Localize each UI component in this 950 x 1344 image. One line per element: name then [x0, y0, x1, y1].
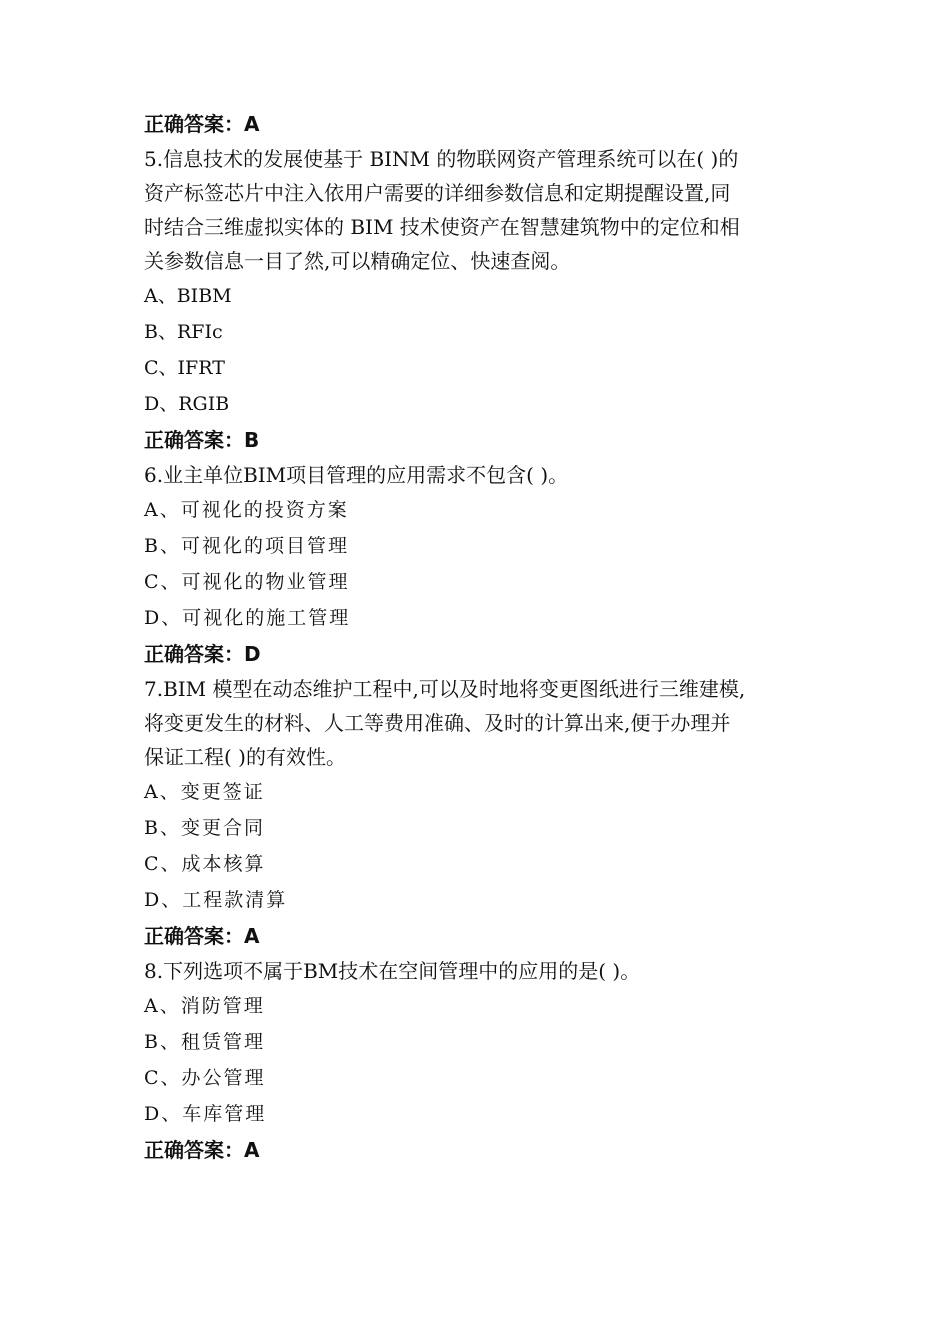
answer-option: C、办公管理 — [144, 1067, 266, 1089]
answer-option: D、工程款清算 — [144, 889, 288, 911]
question-stem-line: 6.业主单位BIM项目管理的应用需求不包含( )。 — [144, 463, 569, 487]
question-stem — [144, 954, 824, 988]
question-stem — [144, 142, 824, 278]
question-stem-line: 5.信息技术的发展使基于 BINM 的物联网资产管理系统可以在( )的 — [144, 147, 739, 171]
question-stem-line: 7.BIM 模型在动态维护工程中,可以及时地将变更图纸进行三维建模, — [144, 677, 746, 701]
answer-option: A、消防管理 — [144, 995, 265, 1017]
answer-option: B、变更合同 — [144, 817, 265, 839]
answer-option: B、租赁管理 — [144, 1031, 265, 1053]
correct-answer: 正确答案：D — [144, 642, 261, 666]
answer-option: C、成本核算 — [144, 853, 266, 875]
answer-option: A、变更签证 — [144, 781, 265, 803]
question-stem-line: 8.下列选项不属于BM技术在空间管理中的应用的是( )。 — [144, 959, 641, 983]
answer-option: C、IFRT — [144, 357, 225, 379]
question-stem — [144, 458, 824, 492]
correct-answer: 正确答案：A — [144, 924, 260, 948]
question-stem-line: 保证工程( )的有效性。 — [144, 745, 346, 769]
question-stem-line: 资产标签芯片中注入依用户需要的详细参数信息和定期提醒设置,同 — [144, 181, 731, 205]
question-stem-line: 关参数信息一目了然,可以精确定位、快速查阅。 — [144, 249, 571, 273]
answer-option: C、可视化的物业管理 — [144, 571, 350, 593]
question-stem — [144, 672, 824, 774]
answer-option: A、BIBM — [144, 285, 232, 307]
correct-answer: 正确答案：A — [144, 1138, 260, 1162]
document-page — [144, 106, 824, 1168]
answer-option: D、RGIB — [144, 393, 230, 415]
question-stem-line: 将变更发生的材料、人工等费用准确、及时的计算出来,便于办理并 — [144, 711, 731, 735]
answer-option: D、可视化的施工管理 — [144, 607, 351, 629]
correct-answer: 正确答案：A — [144, 112, 260, 136]
answer-option: A、可视化的投资方案 — [144, 499, 349, 521]
question-stem-line: 时结合三维虚拟实体的 BIM 技术使资产在智慧建筑物中的定位和相 — [144, 215, 740, 239]
answer-option: B、可视化的项目管理 — [144, 535, 349, 557]
answer-option: B、RFIc — [144, 321, 223, 343]
answer-option: D、车库管理 — [144, 1103, 267, 1125]
correct-answer: 正确答案：B — [144, 428, 260, 452]
